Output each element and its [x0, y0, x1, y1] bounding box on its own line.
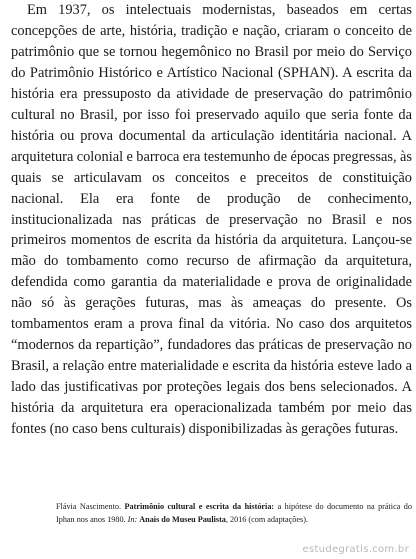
- site-watermark: estudegratis.com.br: [302, 544, 409, 555]
- citation-subtitle: a hipótese do documento na prática do Iphan nos anos 1980.: [56, 502, 412, 524]
- passage-paragraph: Em 1937, os intelectuais modernistas, baseados em certas concepções de arte, história, tradição e nação, criaram o conceito de patrimônio que se tornou hegemônico no Brasil por meio do Serviço do Patrimônio Histórico e Artístico Nacional (SPHAN). A escrita da história era pressuposto da atividade de preservação do patrimônio cultural no Brasil, por isso foi preservado aquilo que seria fonte da história ou prova documental da articulação identitária nacional. A arquitetura colonial e barroca era testemunho de épocas pregressas, às quais se articulavam os conceitos e preceitos de constituição nacional. Ela era fonte de produção de conhecimento, institucionalizada nas práticas de preservação no Brasil e nos primeiros momentos de escrita da história da arquitetura. Lançou-se mão do tombamento como recurso de afirmação da arquitetura, defendida como garantia da materialidade e prova de originalidade não só às gerações futuras, mas às ameaças do presente. Os tombamentos eram a prova final da vitória. No caso dos arquitetos “modernos da repartição”, fundadores das práticas de preservação no Brasil, a relação entre materialidade e escrita da história esteve lado a lado das justificativas por proteções legais dos bens selecionados. A história da arquitetura era operacionalizada também por meio das fontes (no caso bens culturais) disponibilizadas às gerações futuras.: [11, 2, 412, 438]
- citation-tail: , 2016 (com adaptações).: [225, 515, 308, 524]
- citation-in-label: In:: [127, 515, 138, 524]
- source-citation: [56, 500, 412, 526]
- passage-text-block: [11, 0, 412, 440]
- citation-title: Patrimônio cultural e escrita da história:: [124, 502, 275, 511]
- citation-author: Flávia Nascimento.: [56, 502, 122, 511]
- citation-journal: Anais do Museu Paulista: [139, 515, 226, 524]
